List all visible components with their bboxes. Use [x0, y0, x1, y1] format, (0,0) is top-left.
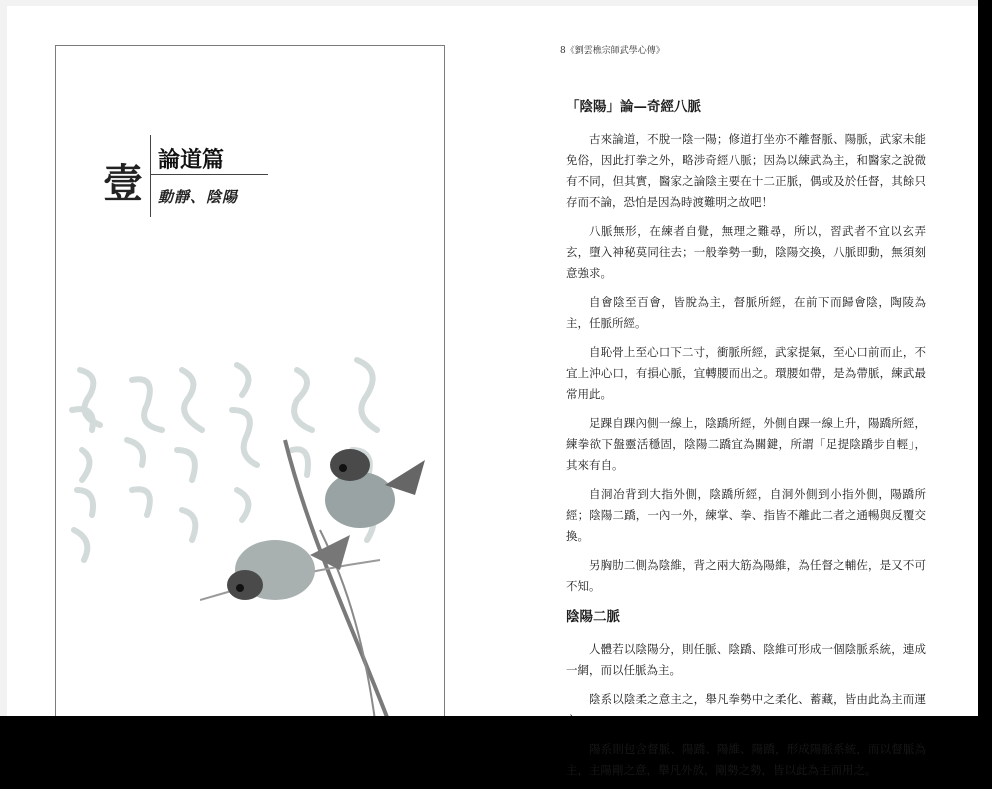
- paragraph: 足踝自踝內側一線上，陰蹻所經，外側自踝一線上升，陽蹻所經，練拳欲下盤靈活穩固，陰陽二蹻宜為關鍵，所謂「足提陰蹻步自輕」，其來有自。: [566, 416, 926, 472]
- paragraph: 人體若以陰陽分，則任脈、陰蹻、陰維可形成一個陰脈系統，連成一網，而以任脈為主。: [566, 642, 926, 677]
- chapter-subtitle: 動靜、陰陽: [158, 188, 239, 206]
- paragraph: 陰系以陰柔之意主之，舉凡拳勢中之柔化、蓄藏，皆由此為主而運: [589, 692, 926, 706]
- paragraph: 陽系則包含督脈、陽蹻、陽維、陽蹻，形成陽脈系統，而以督脈為主，主陽剛之意，舉凡外放，剛勢之勢，皆以此為主而用之。: [566, 742, 926, 777]
- bottom-shadow: [0, 716, 992, 729]
- paragraph: 自會陰至百會，皆脫為主，督脈所經，在前下而歸會陰，陶陵為主，任脈所經。: [566, 295, 926, 330]
- chapter-number: 壹: [103, 160, 143, 207]
- paragraph: 自洞冶背到大指外側，陰蹻所經，自洞外側到小指外側，陽蹻所經；陰陽二蹻，一內一外，練掌、拳、指皆不離此二者之通暢與反覆交換。: [566, 487, 926, 543]
- title-horizontal-rule: [150, 174, 268, 175]
- article-body: [566, 95, 926, 789]
- page-edge-top: [0, 0, 978, 6]
- running-header: 8《劉雲樵宗師武學心傳》: [560, 46, 665, 56]
- chapter-title: 論道篇: [158, 147, 225, 173]
- right-shadow: [978, 0, 992, 729]
- page-edge-left: [0, 0, 7, 716]
- paragraph: 八脈無形，在練者自覺，無理之難尋，所以，習武者不宜以玄弄玄，墮入神秘莫同往去；一般拳勢一動，陰陽交換，八脈即動，無須刻意強求。: [566, 224, 926, 280]
- section-title: 陰陽二脈: [566, 609, 620, 625]
- section-title: 「陰陽」論—奇經八脈: [566, 99, 701, 115]
- sparrows-painting-image: [200, 420, 440, 729]
- paragraph: 另胸肋二側為陰維，背之兩大筋為陽維，為任督之輔佐，是又不可不知。: [566, 558, 926, 593]
- paragraph: 古來論道，不脫一陰一陽；修道打坐亦不離督脈、陽脈，武家未能免俗，因此打拳之外，略涉奇經八脈；因為以練武為主，和醫家之說微有不同，但其實，醫家之論陰主要在十二正脈，偶或及於任督，其餘只存而不論，恐怕是因為時渡難明之故吧！: [566, 132, 926, 209]
- paragraph: 自恥骨上至心口下二寸，衝脈所經，武家提氣，至心口前而止，不宜上沖心口，有損心脈，宜轉腰而出之。環腰如帶，是為帶脈，練武最常用此。: [566, 345, 926, 401]
- title-vertical-rule: [150, 135, 151, 217]
